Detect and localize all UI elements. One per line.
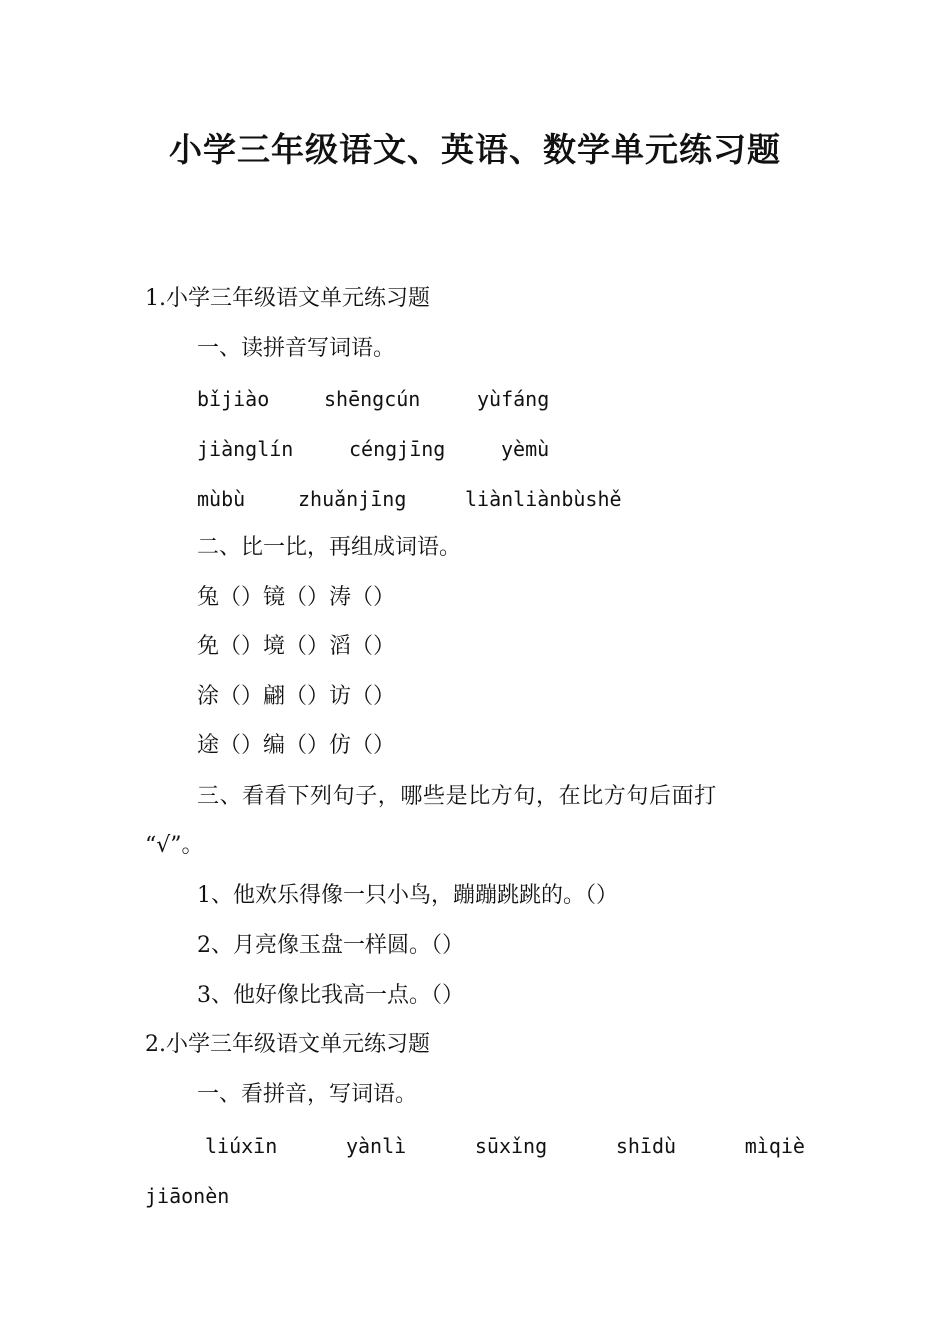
pinyin-word: bǐjiào (197, 387, 270, 411)
pinyin-word: shīdù (615, 1134, 677, 1158)
question-3-label: 三、看看下列句子，哪些是比方句，在比方句后面打 (197, 784, 717, 809)
pinyin-word: yèmù (501, 437, 550, 461)
pinyin-word: mìqiè (744, 1134, 805, 1158)
pinyin-row-2 (197, 434, 549, 464)
pinyin-word: yànlì (345, 1134, 407, 1158)
pinyin-word: shēngcún (324, 387, 421, 411)
pinyin-word: céngjīng (349, 437, 446, 461)
compare-row-1: 兔（）镜（）涛（） (197, 585, 396, 610)
pinyin-word: yùfáng (477, 387, 550, 411)
pinyin-row-3 (197, 484, 622, 514)
question-2-label: 二、比一比，再组成词语。 (197, 535, 462, 560)
section-1-heading: 1.小学三年级语文单元练习题 (145, 286, 430, 311)
question-3-label-wrap: “√”。 (145, 833, 204, 858)
pinyin-row-4 (205, 1131, 805, 1161)
sentence-item-2: 2、月亮像玉盘一样圆。（） (197, 933, 464, 958)
sentence-item-1: 1、他欢乐得像一只小鸟，蹦蹦跳跳的。（） (197, 883, 618, 908)
pinyin-row-1 (197, 384, 549, 414)
sentence-item-3: 3、他好像比我高一点。（） (197, 983, 464, 1008)
pinyin-word: jiànglín (197, 437, 294, 461)
pinyin-word: zhuǎnjīng (298, 487, 407, 511)
compare-row-2: 免（）境（）滔（） (197, 634, 396, 659)
compare-row-4: 途（）编（）仿（） (197, 733, 396, 758)
pinyin-word: liànliànbùshě (465, 487, 622, 511)
pinyin-word: liúxīn (205, 1134, 278, 1158)
question-1-label: 一、读拼音写词语。 (197, 336, 396, 361)
compare-row-3: 涂（）翩（）访（） (197, 684, 396, 709)
section-2-heading: 2.小学三年级语文单元练习题 (145, 1032, 430, 1057)
document-title: 小学三年级语文、英语、数学单元练习题 (169, 130, 781, 169)
pinyin-word: sūxǐng (474, 1134, 548, 1158)
section-2-question-1-label: 一、看拼音，写词语。 (197, 1082, 418, 1107)
pinyin-word: mùbù (197, 487, 246, 511)
pinyin-word-wrap: jiāonèn (145, 1184, 230, 1208)
